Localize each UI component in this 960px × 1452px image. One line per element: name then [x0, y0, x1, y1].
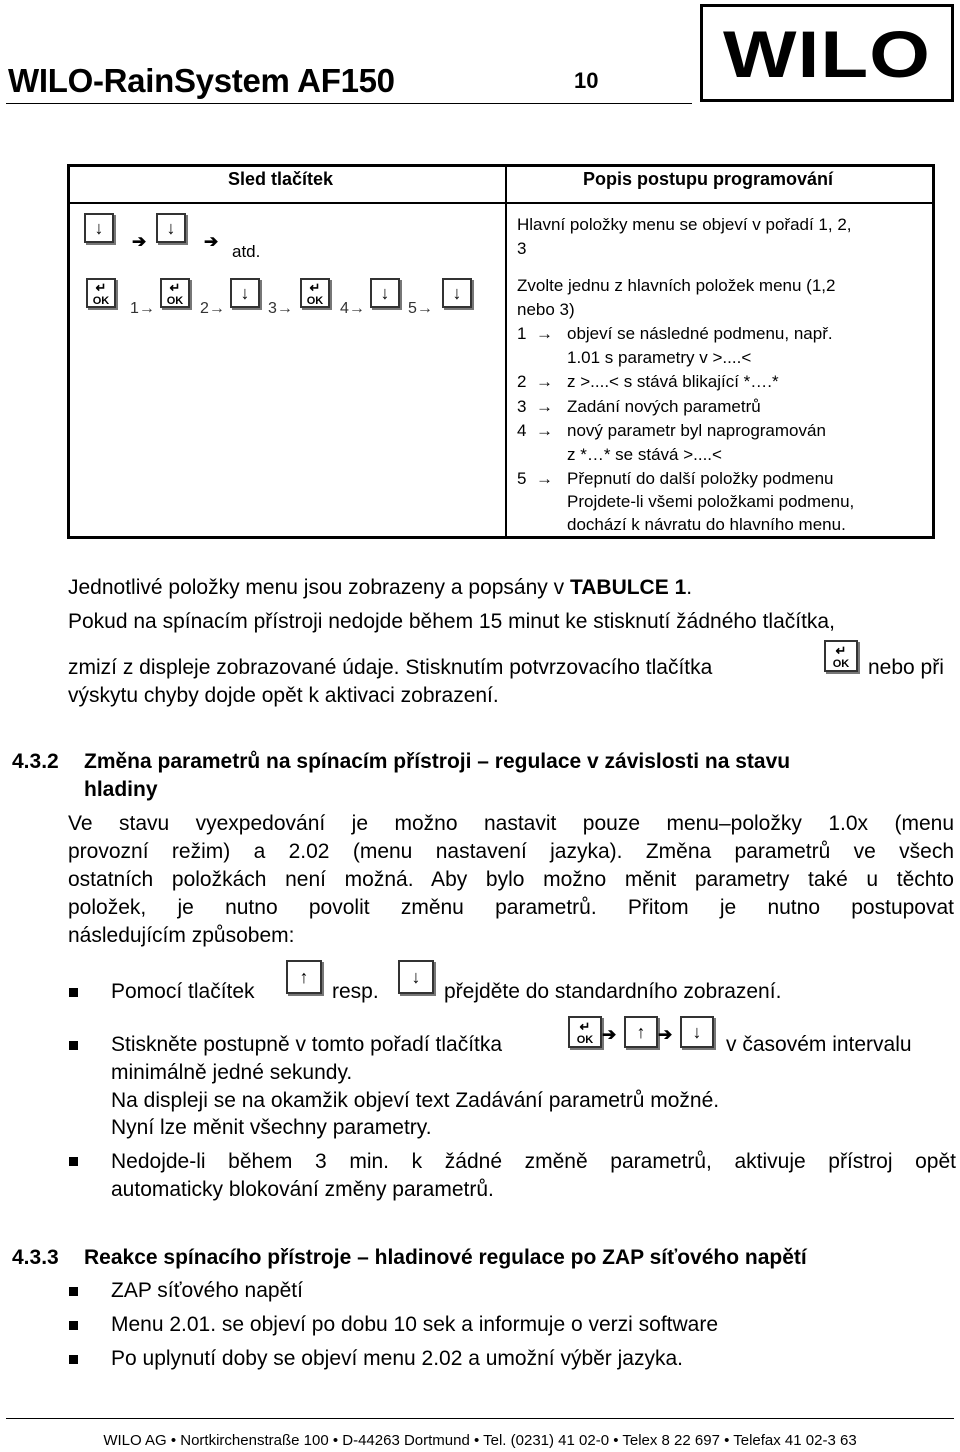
down-key-icon: ↓ — [370, 278, 400, 308]
down-key-icon: ↓ — [680, 1016, 714, 1048]
step-5-line3: dochází k návratu do hlavního menu. — [567, 515, 846, 534]
step-arrow-icon: → — [536, 324, 553, 343]
arrow-right-icon: ➔ — [602, 1025, 617, 1044]
bullet-marker — [69, 1321, 78, 1330]
header-rule — [6, 103, 692, 104]
step-1-line1: objeví se následné podmenu, např. — [567, 324, 833, 343]
step-4-line2: z *…* se stává >....< — [567, 445, 722, 464]
table-header-keys: Sled tlačítek — [228, 169, 334, 189]
step-label: 3→ — [268, 300, 293, 317]
intro-line1: Jednotlivé položky menu jsou zobrazeny a popsány v TABULCE 1. — [68, 576, 693, 599]
table-header-description: Popis postupu programování — [583, 169, 834, 189]
step-2-line1: z >....< s stává blikající *….* — [567, 372, 779, 391]
keys-etc-label: atd. — [232, 242, 261, 261]
up-key-icon: ↑ — [286, 960, 322, 994]
bullet-marker — [69, 988, 78, 997]
row1-description-line2: 3 — [517, 239, 527, 258]
footer-address: WILO AG • Nortkirchenstraße 100 • D-44263 Dortmund • Tel. (0231) 41 02-0 • Telex 8 22 697 • Telefax 41 02-3 63 — [103, 1432, 857, 1449]
intro-line3-end: nebo při — [868, 656, 944, 679]
step-1-line2: 1.01 s parametry v >....< — [567, 348, 752, 367]
step-3-number: 3 — [517, 397, 527, 416]
step-label: 5→ — [408, 300, 433, 317]
bullet3-line2: automaticky blokování změny parametrů. — [111, 1178, 494, 1201]
page-number: 10 — [574, 68, 599, 93]
document-title: WILO-RainSystem AF150 — [8, 62, 395, 99]
bullet1-text-b: resp. — [332, 980, 379, 1003]
section-433-bullet1: ZAP síťového napětí — [111, 1279, 303, 1302]
ok-key-icon: ↵ OK — [568, 1016, 602, 1048]
logo-text: WILO — [722, 17, 932, 91]
ok-key-icon: ↵ OK — [824, 640, 858, 672]
section-432-para-line1: Ve stavu vyexpedování je možno nastavit pouze menu–položky 1.0x (menu — [68, 812, 954, 835]
step-5-line2: Projdete-li všemi položkami podmenu, — [567, 492, 855, 511]
table-column-divider — [505, 164, 507, 539]
section-433-bullet2: Menu 2.01. se objeví po dobu 10 sek a informuje o verzi software — [111, 1313, 719, 1336]
intro-line3: zmizí z displeje zobrazované údaje. Stisknutím potvrzovacího tlačítka — [68, 656, 713, 679]
ok-key-icon: ↵ OK — [300, 278, 330, 308]
section-432-para-line5: následujícím způsobem: — [68, 924, 295, 947]
arrow-right-icon: ➔ — [204, 232, 219, 251]
bullet2-line2: Na displeji se na okamžik objeví text Zadávání parametrů možné. — [111, 1089, 720, 1112]
bullet3-line1: Nedojde-li během 3 min. k žádné změně parametrů, aktivuje přístroj opět — [111, 1150, 956, 1173]
bullet2-text-a: Stiskněte postupně v tomto pořadí tlačítka — [111, 1033, 503, 1056]
bullet-marker — [69, 1355, 78, 1364]
wilo-logo — [700, 4, 954, 102]
step-arrow-icon: → — [536, 372, 553, 391]
footer-rule — [6, 1418, 954, 1419]
arrow-right-icon: ➔ — [658, 1025, 673, 1044]
step-5-number: 5 — [517, 469, 527, 488]
section-432-number: 4.3.2 — [12, 750, 59, 773]
section-432-para-line4: položek, je nutno povolit změnu parametrů. Přitom je nutno postupovat — [68, 896, 954, 919]
step-3-line1: Zadání nových parametrů — [567, 397, 761, 416]
section-433-number: 4.3.3 — [12, 1246, 59, 1269]
bullet2-line1: minimálně jedné sekundy. — [111, 1061, 353, 1084]
up-key-icon: ↑ — [624, 1016, 658, 1048]
down-key-icon: ↓ — [398, 960, 434, 994]
intro-line2: Pokud na spínacím přístroji nedojde během 15 minut ke stisknutí žádného tlačítka, — [68, 610, 835, 633]
down-key-icon: ↓ — [230, 278, 260, 308]
step-4-number: 4 — [517, 421, 527, 440]
step-label: 2→ — [200, 300, 225, 317]
step-arrow-icon: → — [536, 421, 553, 440]
bullet1-text-a: Pomocí tlačítek — [111, 980, 255, 1003]
table-header-divider — [67, 202, 935, 204]
step-4-line1: nový parametr byl naprogramován — [567, 421, 826, 440]
section-433-bullet3: Po uplynutí doby se objeví menu 2.02 a umožní výběr jazyka. — [111, 1347, 683, 1370]
bullet-marker — [69, 1041, 78, 1050]
row1-description-line1: Hlavní položky menu se objeví v pořadí 1, 2, — [517, 215, 852, 234]
row2-intro-line1: Zvolte jednu z hlavních položek menu (1,2 — [517, 276, 836, 295]
bullet-marker — [69, 1287, 78, 1296]
section-433-title: Reakce spínacího přístroje – hladinové regulace po ZAP síťového napětí — [84, 1246, 807, 1269]
step-arrow-icon: → — [536, 397, 553, 416]
down-key-icon: ↓ — [442, 278, 472, 308]
row2-intro-line2: nebo 3) — [517, 300, 575, 319]
step-2-number: 2 — [517, 372, 527, 391]
step-arrow-icon: → — [536, 469, 553, 488]
section-432-title-line1: Změna parametrů na spínacím přístroji – regulace v závislosti na stavu — [84, 750, 791, 773]
ok-key-icon: ↵ OK — [160, 278, 190, 308]
down-key-icon: ↓ — [156, 213, 186, 243]
step-label: 4→ — [340, 300, 365, 317]
intro-line4: výskytu chyby dojde opět k aktivaci zobrazení. — [68, 684, 499, 707]
section-432-para-line2: provozní režim) a 2.02 (menu nastavení jazyka). Změna parametrů ve všech — [68, 840, 954, 863]
step-1-number: 1 — [517, 324, 527, 343]
step-5-line1: Přepnutí do další položky podmenu — [567, 469, 834, 488]
bullet1-text-c: přejděte do standardního zobrazení. — [444, 980, 782, 1003]
bullet2-line3: Nyní lze měnit všechny parametry. — [111, 1116, 432, 1139]
bullet2-text-b: v časovém intervalu — [726, 1033, 912, 1056]
step-label: 1→ — [130, 300, 155, 317]
section-432-title-line2: hladiny — [84, 778, 158, 801]
arrow-right-icon: ➔ — [132, 232, 147, 251]
ok-key-icon: ↵ OK — [86, 278, 116, 308]
down-key-icon: ↓ — [84, 213, 114, 243]
section-432-para-line3: ostatních položkách není možná. Aby bylo možno měnit parametry také u těchto — [68, 868, 954, 891]
bullet-marker — [69, 1157, 78, 1166]
